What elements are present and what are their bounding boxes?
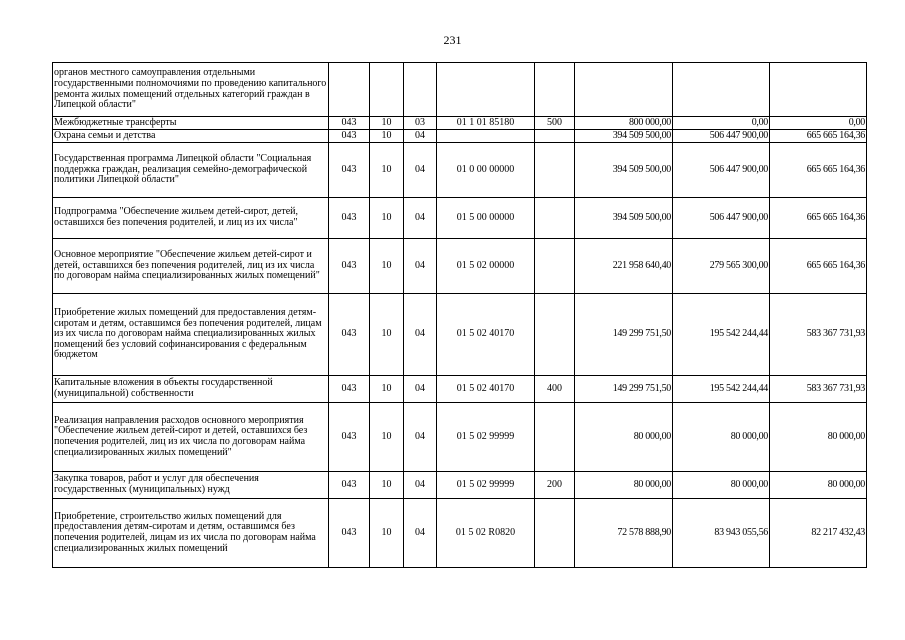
table-row xyxy=(53,143,867,198)
subsection-code: 04 xyxy=(404,294,437,376)
subsection-code: 03 xyxy=(404,117,437,130)
subsection-code: 04 xyxy=(404,499,437,568)
amount-year-1: 221 958 640,40 xyxy=(575,239,673,294)
expense-type: 500 xyxy=(535,117,575,130)
amount-year-2: 80 000,00 xyxy=(673,403,770,472)
subsection-code xyxy=(404,63,437,117)
admin-code: 043 xyxy=(329,472,370,499)
section-code: 10 xyxy=(370,117,404,130)
section-code xyxy=(370,63,404,117)
row-name: Охрана семьи и детства xyxy=(53,130,329,143)
budget-table xyxy=(52,62,867,568)
section-code: 10 xyxy=(370,403,404,472)
page-number: 231 xyxy=(443,33,462,47)
admin-code: 043 xyxy=(329,117,370,130)
table-row xyxy=(53,63,867,117)
expense-type xyxy=(535,239,575,294)
row-name: Закупка товаров, работ и услуг для обеспечения государственных (муниципальных) нужд xyxy=(53,472,329,499)
amount-year-3 xyxy=(770,63,867,117)
amount-year-3: 583 367 731,93 xyxy=(770,294,867,376)
section-code: 10 xyxy=(370,239,404,294)
amount-year-1: 80 000,00 xyxy=(575,403,673,472)
target-article: 01 0 00 00000 xyxy=(437,143,535,198)
section-code: 10 xyxy=(370,376,404,403)
admin-code: 043 xyxy=(329,130,370,143)
expense-type xyxy=(535,130,575,143)
amount-year-1: 394 509 500,00 xyxy=(575,143,673,198)
amount-year-3: 583 367 731,93 xyxy=(770,376,867,403)
expense-type xyxy=(535,499,575,568)
row-name: Приобретение, строительство жилых помещений для предоставления детям-сиротам и детям, оставшимся без попечения родителей, лицам из их числа по договорам найма специализированных жилых помещений xyxy=(53,499,329,568)
section-code: 10 xyxy=(370,198,404,239)
table-row xyxy=(53,472,867,499)
amount-year-3: 665 665 164,36 xyxy=(770,130,867,143)
admin-code: 043 xyxy=(329,499,370,568)
table-row xyxy=(53,499,867,568)
row-name: Приобретение жилых помещений для предоставления детям-сиротам и детям, оставшимся без попечения родителей, лицам из их числа по договорам найма специализированных жилых помещений без условий софинансирования с федеральным бюджетом xyxy=(53,294,329,376)
admin-code xyxy=(329,63,370,117)
subsection-code: 04 xyxy=(404,376,437,403)
section-code: 10 xyxy=(370,499,404,568)
amount-year-1: 800 000,00 xyxy=(575,117,673,130)
target-article: 01 5 02 99999 xyxy=(437,472,535,499)
subsection-code: 04 xyxy=(404,239,437,294)
subsection-code: 04 xyxy=(404,130,437,143)
amount-year-1: 80 000,00 xyxy=(575,472,673,499)
amount-year-2 xyxy=(673,63,770,117)
amount-year-2: 279 565 300,00 xyxy=(673,239,770,294)
row-name: Межбюджетные трансферты xyxy=(53,117,329,130)
amount-year-3: 665 665 164,36 xyxy=(770,239,867,294)
amount-year-1: 149 299 751,50 xyxy=(575,294,673,376)
row-name: Подпрограмма "Обеспечение жильем детей-сирот, детей, оставшихся без попечения родителей, и лиц из их числа" xyxy=(53,198,329,239)
row-name: Реализация направления расходов основного мероприятия "Обеспечение жильем детей-сирот и детей, оставшихся без попечения родителей, лиц из их числа по договорам найма специализированных жилых помещений" xyxy=(53,403,329,472)
admin-code: 043 xyxy=(329,294,370,376)
admin-code: 043 xyxy=(329,198,370,239)
table-row xyxy=(53,376,867,403)
table-row xyxy=(53,403,867,472)
amount-year-1: 72 578 888,90 xyxy=(575,499,673,568)
amount-year-2: 83 943 055,56 xyxy=(673,499,770,568)
section-code: 10 xyxy=(370,143,404,198)
subsection-code: 04 xyxy=(404,403,437,472)
target-article xyxy=(437,130,535,143)
target-article: 01 5 00 00000 xyxy=(437,198,535,239)
table-row xyxy=(53,239,867,294)
amount-year-2: 195 542 244,44 xyxy=(673,376,770,403)
amount-year-2: 195 542 244,44 xyxy=(673,294,770,376)
section-code: 10 xyxy=(370,130,404,143)
expense-type: 200 xyxy=(535,472,575,499)
admin-code: 043 xyxy=(329,376,370,403)
target-article xyxy=(437,63,535,117)
expense-type xyxy=(535,63,575,117)
amount-year-2: 0,00 xyxy=(673,117,770,130)
row-name: органов местного самоуправления отдельными государственными полномочиями по проведению капитального ремонта жилых помещений отдельных категорий граждан в Липецкой области" xyxy=(53,63,329,117)
row-name: Государственная программа Липецкой области "Социальная поддержка граждан, реализация семейно-демографической политики Липецкой области" xyxy=(53,143,329,198)
amount-year-3: 80 000,00 xyxy=(770,403,867,472)
amount-year-2: 506 447 900,00 xyxy=(673,198,770,239)
expense-type xyxy=(535,198,575,239)
amount-year-1: 394 509 500,00 xyxy=(575,198,673,239)
subsection-code: 04 xyxy=(404,198,437,239)
amount-year-3: 82 217 432,43 xyxy=(770,499,867,568)
target-article: 01 5 02 40170 xyxy=(437,376,535,403)
target-article: 01 5 02 R0820 xyxy=(437,499,535,568)
row-name: Основное мероприятие "Обеспечение жильем детей-сирот и детей, оставшихся без попечения родителей, лиц из их числа по договорам найма специализированных жилых помещений" xyxy=(53,239,329,294)
amount-year-2: 506 447 900,00 xyxy=(673,143,770,198)
amount-year-2: 80 000,00 xyxy=(673,472,770,499)
amount-year-3: 0,00 xyxy=(770,117,867,130)
subsection-code: 04 xyxy=(404,472,437,499)
admin-code: 043 xyxy=(329,143,370,198)
target-article: 01 5 02 99999 xyxy=(437,403,535,472)
amount-year-1: 394 509 500,00 xyxy=(575,130,673,143)
amount-year-2: 506 447 900,00 xyxy=(673,130,770,143)
amount-year-3: 80 000,00 xyxy=(770,472,867,499)
expense-type xyxy=(535,294,575,376)
amount-year-3: 665 665 164,36 xyxy=(770,143,867,198)
table-row xyxy=(53,117,867,130)
target-article: 01 1 01 85180 xyxy=(437,117,535,130)
expense-type xyxy=(535,143,575,198)
admin-code: 043 xyxy=(329,403,370,472)
table-row xyxy=(53,294,867,376)
amount-year-1 xyxy=(575,63,673,117)
target-article: 01 5 02 40170 xyxy=(437,294,535,376)
amount-year-3: 665 665 164,36 xyxy=(770,198,867,239)
expense-type: 400 xyxy=(535,376,575,403)
section-code: 10 xyxy=(370,294,404,376)
table-row xyxy=(53,198,867,239)
expense-type xyxy=(535,403,575,472)
row-name: Капитальные вложения в объекты государственной (муниципальной) собственности xyxy=(53,376,329,403)
amount-year-1: 149 299 751,50 xyxy=(575,376,673,403)
admin-code: 043 xyxy=(329,239,370,294)
section-code: 10 xyxy=(370,472,404,499)
table-row xyxy=(53,130,867,143)
target-article: 01 5 02 00000 xyxy=(437,239,535,294)
subsection-code: 04 xyxy=(404,143,437,198)
